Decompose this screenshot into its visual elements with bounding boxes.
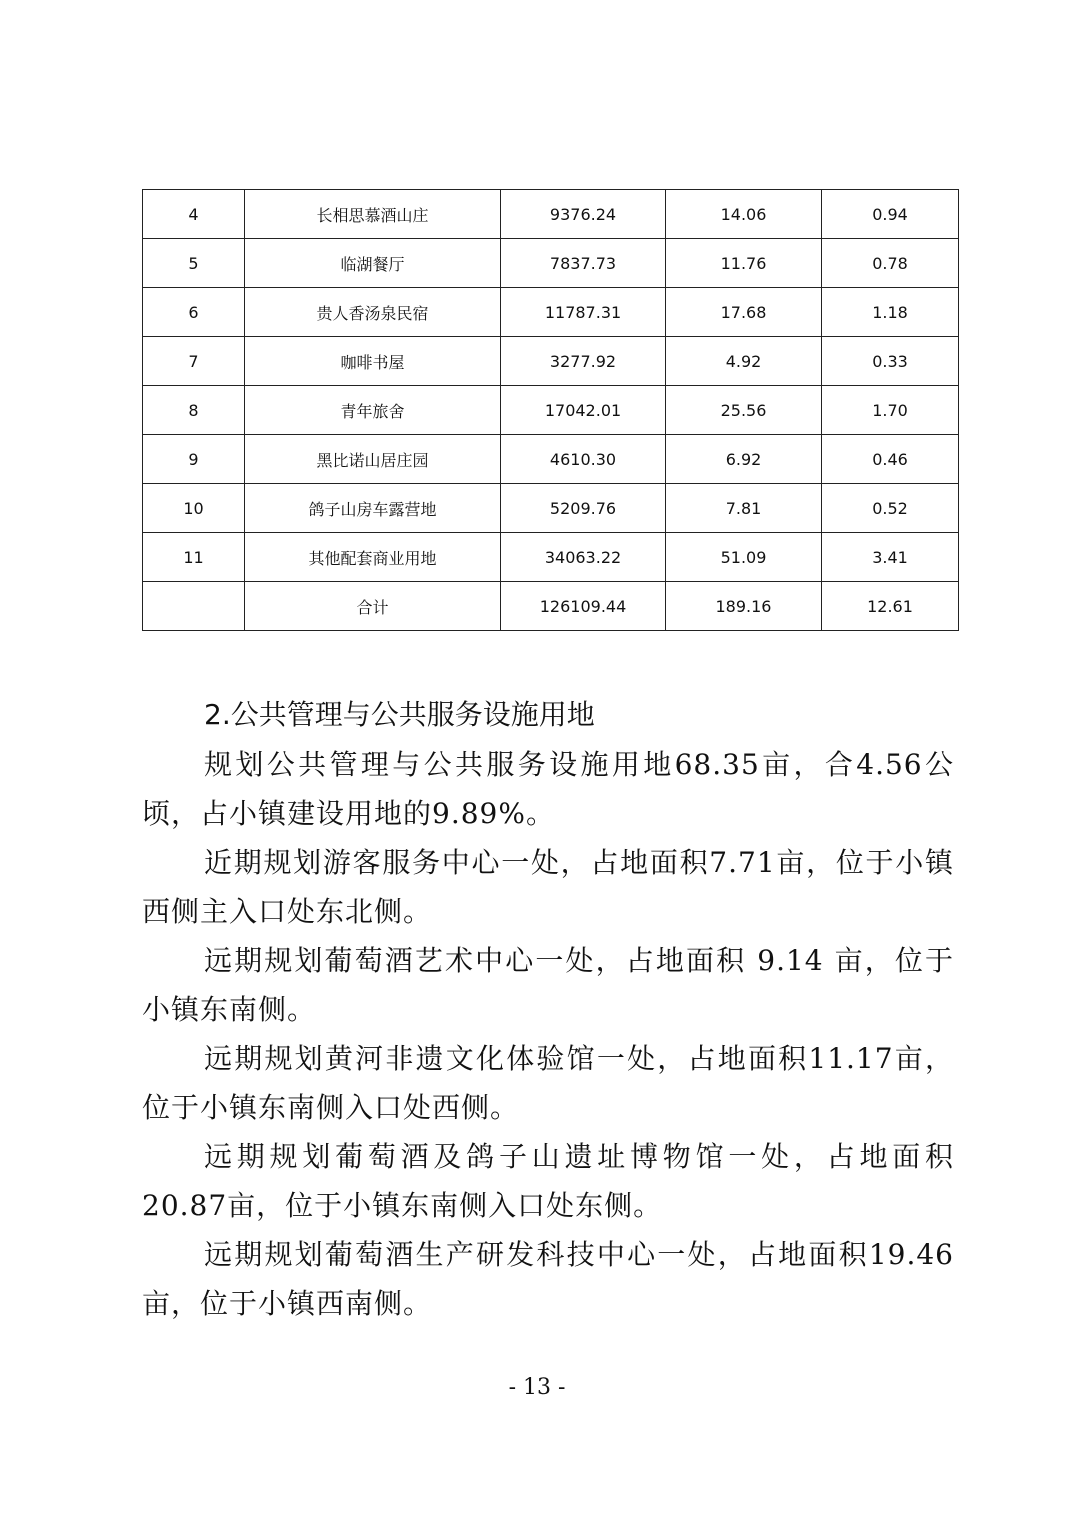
row-number: 6 [143,288,245,337]
area-hectares: 0.52 [822,484,959,533]
area-mu: 4.92 [666,337,822,386]
row-number: 7 [143,337,245,386]
area-hectares: 1.70 [822,386,959,435]
area-hectares: 0.46 [822,435,959,484]
facility-name: 长相思慕酒山庄 [245,190,501,239]
area-hectares: 1.18 [822,288,959,337]
area-hectares: 0.33 [822,337,959,386]
area-square-meters: 4610.30 [501,435,666,484]
area-hectares: 0.78 [822,239,959,288]
table-row [143,484,959,533]
area-square-meters: 11787.31 [501,288,666,337]
facility-name: 贵人香汤泉民宿 [245,288,501,337]
paragraph-heritage-hall: 远期规划黄河非遗文化体验馆一处，占地面积11.17亩，位于小镇东南侧入口处西侧。 [142,1042,954,1124]
area-mu: 7.81 [666,484,822,533]
total-area-square-meters: 126109.44 [501,582,666,631]
row-number: 11 [143,533,245,582]
area-mu: 17.68 [666,288,822,337]
facility-name: 其他配套商业用地 [245,533,501,582]
table-row [143,533,959,582]
area-square-meters: 17042.01 [501,386,666,435]
table-total-row [143,582,959,631]
facility-name: 临湖餐厅 [245,239,501,288]
paragraph-museum: 远期规划葡萄酒及鸽子山遗址博物馆一处，占地面积20.87亩，位于小镇东南侧入口处东侧。 [142,1140,954,1222]
area-mu: 14.06 [666,190,822,239]
paragraph-research-center: 远期规划葡萄酒生产研发科技中心一处，占地面积19.46 亩，位于小镇西南侧。 [142,1238,954,1320]
page-number: - 13 - [508,1375,566,1400]
total-row-number [143,582,245,631]
row-number: 9 [143,435,245,484]
section-heading: 2.公共管理与公共服务设施用地 [204,698,595,731]
table-row [143,239,959,288]
row-number: 10 [143,484,245,533]
table-row [143,435,959,484]
paragraph-visitor-center: 近期规划游客服务中心一处，占地面积7.71亩，位于小镇西侧主入口处东北侧。 [142,846,954,928]
area-mu: 6.92 [666,435,822,484]
area-mu: 11.76 [666,239,822,288]
total-area-mu: 189.16 [666,582,822,631]
area-mu: 51.09 [666,533,822,582]
total-area-hectares: 12.61 [822,582,959,631]
table-row [143,190,959,239]
total-label: 合计 [245,582,501,631]
facility-name: 咖啡书屋 [245,337,501,386]
area-square-meters: 7837.73 [501,239,666,288]
facility-name: 青年旅舍 [245,386,501,435]
section-body [142,740,954,1328]
row-number: 4 [143,190,245,239]
table-row [143,386,959,435]
paragraph-overview: 规划公共管理与公共服务设施用地68.35亩，合4.56公顷，占小镇建设用地的9.89%。 [142,748,954,830]
area-square-meters: 34063.22 [501,533,666,582]
area-hectares: 3.41 [822,533,959,582]
area-square-meters: 3277.92 [501,337,666,386]
area-square-meters: 9376.24 [501,190,666,239]
table-row [143,288,959,337]
row-number: 5 [143,239,245,288]
facility-name: 黑比诺山居庄园 [245,435,501,484]
area-hectares: 0.94 [822,190,959,239]
facility-name: 鸽子山房车露营地 [245,484,501,533]
table-row [143,337,959,386]
paragraph-wine-art-center: 远期规划葡萄酒艺术中心一处，占地面积 9.14 亩，位于小镇东南侧。 [142,944,954,1026]
row-number: 8 [143,386,245,435]
land-use-table [142,189,959,631]
area-mu: 25.56 [666,386,822,435]
area-square-meters: 5209.76 [501,484,666,533]
